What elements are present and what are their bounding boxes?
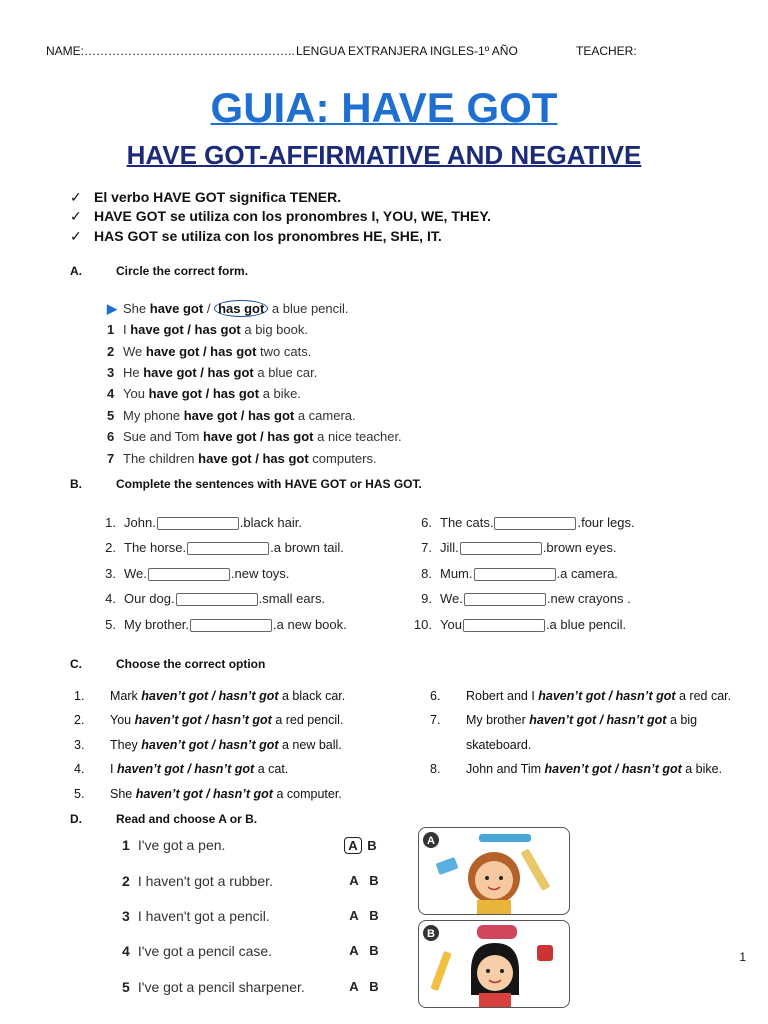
b-item: 7. Jill. .brown eyes. bbox=[421, 540, 617, 555]
option-b[interactable]: B bbox=[367, 838, 377, 853]
answer-choice[interactable]: haven’t got / hasn’t got bbox=[544, 762, 682, 776]
picture-label-a: A bbox=[427, 835, 435, 847]
d-item: 1 I've got a pen. bbox=[122, 837, 226, 853]
teacher-label: TEACHER: bbox=[576, 44, 637, 58]
girl-with-pen-illustration bbox=[419, 828, 569, 914]
b-item: 1. John. .black hair. bbox=[105, 515, 302, 530]
answer-blank[interactable] bbox=[464, 593, 546, 606]
b-item: 4. Our dog. .small ears. bbox=[105, 591, 326, 606]
answer-choice[interactable]: haven’t got / hasn’t got bbox=[135, 787, 273, 801]
section-a-example: ▶ She have got / has got a blue pencil. bbox=[107, 301, 349, 316]
answer-choice[interactable]: haven’t got / hasn’t got bbox=[141, 689, 279, 703]
checkmark-icon: ✓ bbox=[70, 189, 82, 205]
answer-blank[interactable] bbox=[494, 517, 576, 530]
answer-blank[interactable] bbox=[157, 517, 239, 530]
answer-choice[interactable]: have got / has got bbox=[202, 429, 314, 444]
c-item: I haven’t got / hasn’t got a cat. bbox=[110, 762, 289, 776]
b-item: 5. My brother. .a new book. bbox=[105, 617, 347, 632]
c-item-number: 4. bbox=[74, 762, 85, 776]
page-number: 1 bbox=[739, 950, 746, 964]
section-d-heading: D. Read and choose A or B. bbox=[70, 812, 258, 826]
c-item-number: 2. bbox=[74, 713, 85, 727]
option-a[interactable]: A bbox=[349, 979, 359, 994]
a-item: 4 You have got / has got a bike. bbox=[107, 386, 301, 401]
section-c-heading: C. Choose the correct option bbox=[70, 657, 266, 671]
b-item: 10. You .a blue pencil. bbox=[413, 617, 627, 632]
picture-b bbox=[418, 920, 570, 1008]
answer-blank[interactable] bbox=[187, 542, 269, 555]
answer-choice[interactable]: have got / has got bbox=[145, 344, 257, 359]
answer-choice[interactable]: have got / has got bbox=[130, 322, 241, 337]
option-b[interactable]: B bbox=[369, 908, 379, 923]
answer-choice[interactable]: have got / has got bbox=[148, 386, 260, 401]
a-item: 5 My phone have got / has got a camera. bbox=[107, 408, 356, 423]
option-a[interactable]: A bbox=[344, 837, 362, 854]
answer-blank[interactable] bbox=[176, 593, 258, 606]
a-item: 1 I have got / has got a big book. bbox=[107, 322, 308, 337]
b-item: 8. Mum. .a camera. bbox=[421, 566, 618, 581]
checkmark-icon: ✓ bbox=[70, 208, 82, 224]
course-label: LENGUA EXTRANJERA INGLES-1º AÑO bbox=[296, 44, 518, 58]
option-a[interactable]: A bbox=[349, 943, 359, 958]
b-item: 2. The horse. .a brown tail. bbox=[105, 540, 344, 555]
answer-choice[interactable]: have got / has got bbox=[143, 365, 254, 380]
a-item: 6 Sue and Tom have got / has got a nice teacher. bbox=[107, 429, 402, 444]
answer-blank[interactable] bbox=[463, 619, 545, 632]
rule-2: ✓ HAVE GOT se utiliza con los pronombres I, YOU, WE, THEY. bbox=[70, 208, 491, 224]
page-subtitle: HAVE GOT-AFFIRMATIVE AND NEGATIVE bbox=[126, 140, 642, 170]
c-item: They haven’t got / hasn’t got a new ball. bbox=[110, 738, 342, 752]
c-item: My brother haven’t got / hasn’t got a big bbox=[466, 713, 698, 727]
answer-choice[interactable]: haven’t got / hasn’t got bbox=[116, 762, 255, 776]
c-item-7-continuation: skateboard. bbox=[466, 738, 532, 752]
c-item-number: 7. bbox=[430, 713, 441, 727]
girl-with-pencil-case-illustration bbox=[419, 921, 569, 1007]
b-item: 3. We. .new toys. bbox=[105, 566, 290, 581]
c-item-number: 6. bbox=[430, 689, 441, 703]
c-item: John and Tim haven’t got / hasn’t got a bike. bbox=[466, 762, 723, 776]
c-item-number: 3. bbox=[74, 738, 85, 752]
section-b-heading: B. Complete the sentences with HAVE GOT or HAS GOT. bbox=[70, 477, 422, 491]
circled-answer: has got bbox=[214, 300, 268, 317]
option-b[interactable]: B bbox=[369, 979, 379, 994]
answer-choice[interactable]: have got / has got bbox=[183, 408, 295, 423]
c-item: She haven’t got / hasn’t got a computer. bbox=[110, 787, 342, 801]
name-field: NAME:…………………………………………….. bbox=[46, 44, 295, 58]
section-a-heading: A. Circle the correct form. bbox=[70, 264, 249, 278]
c-item: Mark haven’t got / hasn’t got a black car. bbox=[110, 689, 346, 703]
a-item: 3 He have got / has got a blue car. bbox=[107, 365, 318, 380]
answer-blank[interactable] bbox=[190, 619, 272, 632]
option-b[interactable]: B bbox=[369, 873, 379, 888]
answer-blank[interactable] bbox=[148, 568, 230, 581]
answer-blank[interactable] bbox=[460, 542, 542, 555]
c-item: Robert and I haven’t got / hasn’t got a red car. bbox=[466, 689, 732, 703]
arrow-right-icon: ▶ bbox=[107, 301, 117, 316]
a-b-choice bbox=[344, 979, 384, 994]
c-item-number: 1. bbox=[74, 689, 85, 703]
answer-choice[interactable]: haven’t got / hasn’t got bbox=[538, 689, 676, 703]
rule-1: ✓ El verbo HAVE GOT significa TENER. bbox=[70, 189, 342, 205]
d-item: 3 I haven't got a pencil. bbox=[122, 908, 270, 924]
rule-3: ✓ HAS GOT se utiliza con los pronombres HE, SHE, IT. bbox=[70, 228, 442, 244]
d-item: 2 I haven't got a rubber. bbox=[122, 873, 273, 889]
option-b[interactable]: B bbox=[369, 943, 379, 958]
a-item: 2 We have got / has got two cats. bbox=[107, 344, 312, 359]
a-b-choice bbox=[344, 943, 384, 958]
c-item-number: 5. bbox=[74, 787, 85, 801]
a-item: 7 The children have got / has got computers. bbox=[107, 451, 377, 466]
answer-blank[interactable] bbox=[474, 568, 556, 581]
answer-choice[interactable]: haven’t got / hasn’t got bbox=[134, 713, 272, 727]
d-item: 4 I've got a pencil case. bbox=[122, 943, 273, 959]
a-b-choice bbox=[344, 837, 382, 854]
answer-choice[interactable]: haven’t got / hasn’t got bbox=[529, 713, 667, 727]
answer-choice[interactable]: have got / has got bbox=[198, 451, 309, 466]
option-a[interactable]: A bbox=[349, 873, 359, 888]
checkmark-icon: ✓ bbox=[70, 228, 82, 244]
a-b-choice bbox=[344, 908, 384, 923]
b-item: 9. We. .new crayons . bbox=[421, 591, 631, 606]
a-b-choice bbox=[344, 873, 384, 888]
b-item: 6. The cats. .four legs. bbox=[421, 515, 635, 530]
picture-label-b: B bbox=[427, 928, 435, 940]
d-item: 5 I've got a pencil sharpener. bbox=[122, 979, 305, 995]
c-item: You haven’t got / hasn’t got a red pencil. bbox=[110, 713, 344, 727]
option-a[interactable]: A bbox=[349, 908, 359, 923]
c-item-number: 8. bbox=[430, 762, 441, 776]
picture-a bbox=[418, 827, 570, 915]
answer-choice[interactable]: haven’t got / hasn’t got bbox=[141, 738, 279, 752]
page-title: GUIA: HAVE GOT bbox=[210, 84, 558, 131]
